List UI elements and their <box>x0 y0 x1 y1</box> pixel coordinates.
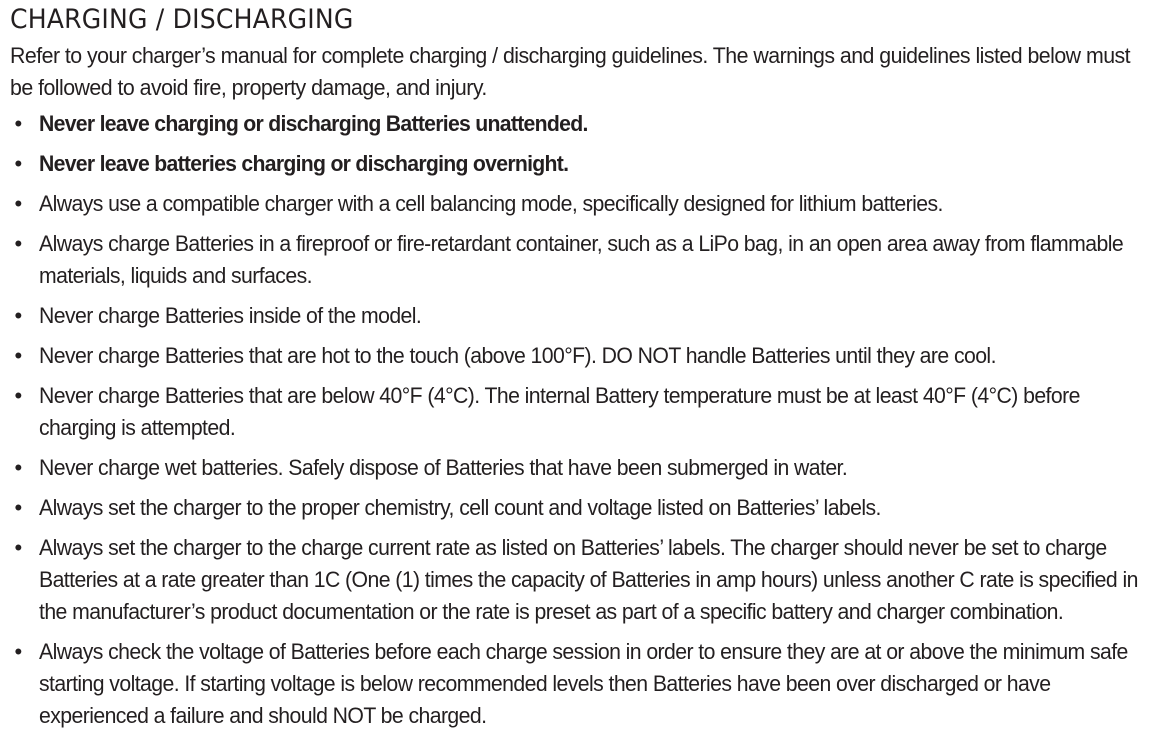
bullet-icon: • <box>14 383 22 408</box>
list-item-text: Always set the charger to the charge current rate as listed on Batteries’ labels. The charger should never be set to charge Batteries at a rate greater than 1C (One (1) times the capacity of Batteries in amp hours) unless another C rate is specified in the manufacturer’s product documentation or the rate is preset as part of a specific battery and charger combination. <box>39 535 1138 624</box>
list-item-text: Always use a compatible charger with a cell balancing mode, specifically designed for lithium batteries. <box>39 191 943 216</box>
list-item <box>10 108 1152 140</box>
bullet-icon: • <box>14 151 22 176</box>
guidelines-list <box>10 108 1152 732</box>
list-item-text: Always check the voltage of Batteries before each charge session in order to ensure they are at or above the minimum safe starting voltage. If starting voltage is below recommended levels then Batteries have been over discharged or have experienced a failure and should NOT be charged. <box>39 639 1128 728</box>
list-item <box>10 340 1152 372</box>
section-heading: CHARGING / DISCHARGING <box>10 4 354 35</box>
bullet-icon: • <box>14 111 22 136</box>
bullet-icon: • <box>14 455 22 480</box>
list-item <box>10 300 1152 332</box>
list-item-text: Never charge Batteries that are below 40°F (4°C). The internal Battery temperature must be at least 40°F (4°C) before charging is attempted. <box>39 383 1080 440</box>
list-item-text: Never charge Batteries inside of the model. <box>39 303 422 328</box>
intro-paragraph: Refer to your charger’s manual for complete charging / discharging guidelines. The warnings and guidelines listed below must be followed to avoid fire, property damage, and injury. <box>10 43 1131 100</box>
bullet-icon: • <box>14 495 22 520</box>
list-item <box>10 188 1152 220</box>
list-item <box>10 636 1152 732</box>
document-page <box>10 4 1152 740</box>
list-item <box>10 380 1152 444</box>
list-item <box>10 532 1152 628</box>
bullet-icon: • <box>14 535 22 560</box>
list-item <box>10 492 1152 524</box>
bullet-icon: • <box>14 639 22 664</box>
bullet-icon: • <box>14 231 22 256</box>
bullet-icon: • <box>14 191 22 216</box>
list-item-text: Always charge Batteries in a fireproof or fire-retardant container, such as a LiPo bag, in an open area away from flammable materials, liquids and surfaces. <box>39 231 1124 288</box>
list-item-text: Always set the charger to the proper chemistry, cell count and voltage listed on Batteries’ labels. <box>39 495 881 520</box>
list-item-text: Never leave batteries charging or discharging overnight. <box>39 151 569 176</box>
bullet-icon: • <box>14 303 22 328</box>
list-item-text: Never charge Batteries that are hot to the touch (above 100°F). DO NOT handle Batteries until they are cool. <box>39 343 996 368</box>
list-item-text: Never leave charging or discharging Batteries unattended. <box>39 111 588 136</box>
list-item <box>10 452 1152 484</box>
list-item <box>10 228 1152 292</box>
list-item-text: Never charge wet batteries. Safely dispose of Batteries that have been submerged in water. <box>39 455 848 480</box>
list-item <box>10 148 1152 180</box>
bullet-icon: • <box>14 343 22 368</box>
